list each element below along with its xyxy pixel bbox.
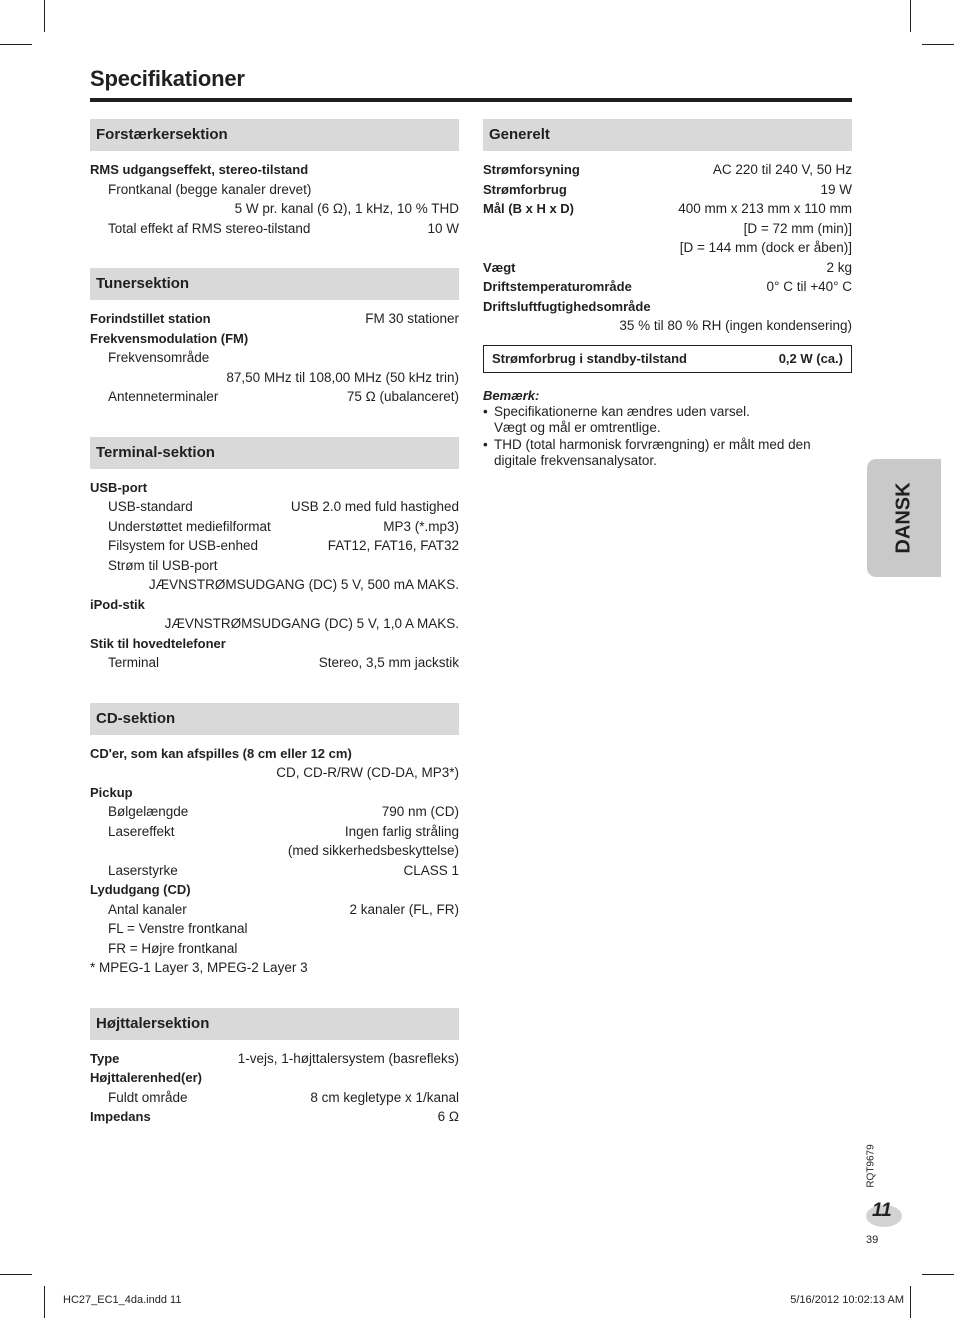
spec-value: 1-vejs, 1-højttalersystem (basrefleks)	[237, 1050, 459, 1066]
bullet-icon: •	[483, 403, 488, 419]
spec-row	[90, 919, 459, 939]
spec-value: 35 % til 80 % RH (ingen kondensering)	[619, 318, 852, 333]
spec-label: Frekvensområde	[108, 350, 210, 365]
spec-row	[90, 958, 459, 978]
standby-value: 0,2 W (ca.)	[778, 350, 843, 366]
spec-label: Understøttet mediefilformat	[108, 518, 271, 534]
standby-label: Strømforbrug i standby-tilstand	[492, 350, 687, 366]
bullet-icon: •	[483, 436, 488, 452]
notes-heading: Bemærk:	[483, 387, 540, 403]
spec-label: iPod-stik	[90, 596, 145, 612]
spec-section	[90, 119, 459, 238]
spec-row	[90, 478, 459, 498]
spec-label: Forindstillet station	[90, 311, 211, 326]
spec-value: [D = 72 mm (min)]	[743, 220, 852, 236]
spec-label: Frontkanal (begge kanaler drevet)	[108, 181, 312, 197]
spec-label: Pickup	[90, 784, 133, 800]
spec-section	[90, 268, 459, 407]
spec-row	[90, 497, 459, 517]
spec-label: Driftstemperaturområde	[483, 279, 632, 294]
spec-label: Driftsluftfugtighedsområde	[483, 298, 651, 314]
spec-label: USB-standard	[108, 499, 193, 514]
spec-label: Strømforsyning	[483, 162, 580, 177]
spec-row	[90, 763, 459, 783]
spec-row	[483, 277, 852, 297]
crop-mark	[910, 1286, 911, 1318]
spec-value: 87,50 MHz til 108,00 MHz (50 kHz trin)	[226, 369, 459, 385]
spec-row	[90, 536, 459, 556]
spec-label: Højttalerenhed(er)	[90, 1070, 202, 1085]
spec-row	[483, 316, 852, 336]
standby-box	[483, 345, 852, 373]
section-heading: Generelt	[483, 119, 852, 151]
spec-label: Terminal	[108, 655, 160, 670]
left-column	[90, 119, 459, 1157]
crop-mark	[922, 1274, 954, 1275]
spec-value: AC 220 til 240 V, 50 Hz	[712, 162, 852, 177]
section-heading: Forstærkersektion	[90, 119, 459, 151]
spec-label: Strømforbrug	[483, 181, 567, 197]
spec-value: 0° C til +40° C	[766, 279, 852, 294]
note-item	[483, 404, 852, 437]
spec-value: 6 Ω	[437, 1109, 459, 1124]
section-heading: Tunersektion	[90, 268, 459, 300]
spec-row	[483, 238, 852, 258]
spec-label: Frekvensmodulation (FM)	[90, 330, 249, 346]
spec-row	[90, 614, 459, 634]
spec-label: USB-port	[90, 479, 148, 495]
spec-label: FL = Venstre frontkanal	[108, 921, 248, 936]
spec-row	[90, 329, 459, 349]
spec-row	[483, 199, 852, 219]
spec-label: Type	[90, 1050, 120, 1066]
spec-label: Bølgelængde	[108, 804, 189, 819]
note-text: Specifikationerne kan ændres uden varsel. Vægt og mål er omtrentlige.	[494, 403, 750, 435]
spec-section	[90, 437, 459, 673]
spec-value: 790 nm (CD)	[381, 804, 459, 819]
spec-label: Mål (B x H x D)	[483, 201, 575, 216]
page-number: 11	[872, 1200, 892, 1221]
spec-value: 8 cm kegletype x 1/kanal	[310, 1089, 459, 1105]
title-rule	[90, 98, 852, 102]
spec-label: Strøm til USB-port	[108, 557, 218, 573]
spec-row	[90, 841, 459, 861]
spec-row	[90, 1049, 459, 1069]
spec-row	[90, 802, 459, 822]
spec-row	[483, 180, 852, 200]
spec-value: JÆVNSTRØMSUDGANG (DC) 5 V, 1,0 A MAKS.	[164, 616, 459, 631]
spec-row	[483, 160, 852, 180]
crop-mark	[44, 1286, 45, 1318]
page-title: Specifikationer	[90, 66, 245, 91]
section-heading: Højttalersektion	[90, 1008, 459, 1040]
spec-row	[90, 783, 459, 803]
spec-row	[90, 180, 459, 200]
spec-label: Antenneterminaler	[108, 389, 219, 404]
spec-label: RMS udgangseffekt, stereo-tilstand	[90, 162, 309, 177]
spec-value: 400 mm x 213 mm x 110 mm	[678, 201, 852, 216]
spec-row	[90, 309, 459, 329]
spec-label: Lydudgang (CD)	[90, 882, 191, 897]
spec-value: 5 W pr. kanal (6 Ω), 1 kHz, 10 % THD	[234, 201, 459, 216]
section-heading: CD-sektion	[90, 703, 459, 735]
note-item	[483, 437, 852, 470]
spec-value: CD, CD-R/RW (CD-DA, MP3*)	[276, 765, 459, 780]
spec-value: CLASS 1	[403, 862, 459, 878]
spec-value: [D = 144 mm (dock er åben)]	[679, 240, 852, 255]
crop-mark	[0, 44, 32, 45]
document-code: RQT9679	[865, 1144, 877, 1188]
spec-label: Stik til hovedtelefoner	[90, 635, 226, 651]
language-tab-label: DANSK	[892, 482, 915, 554]
spec-row	[90, 880, 459, 900]
spec-label: Laserstyrke	[108, 862, 178, 878]
spec-row	[90, 199, 459, 219]
spec-row	[90, 368, 459, 388]
crop-mark	[44, 0, 45, 32]
spec-row	[90, 160, 459, 180]
spec-value: 10 W	[427, 220, 459, 236]
spec-label: Fuldt område	[108, 1089, 188, 1105]
spec-row	[483, 258, 852, 278]
section-heading: Terminal-sektion	[90, 437, 459, 469]
language-tab	[867, 459, 941, 577]
footer-timestamp: 5/16/2012 10:02:13 AM	[790, 1294, 904, 1306]
spec-label: Vægt	[483, 259, 516, 275]
spec-value: (med sikkerhedsbeskyttelse)	[287, 843, 459, 858]
spec-label: Lasereffekt	[108, 823, 175, 839]
spec-value: 19 W	[820, 181, 852, 197]
spec-label: * MPEG-1 Layer 3, MPEG-2 Layer 3	[90, 960, 308, 975]
spec-label: Impedans	[90, 1109, 151, 1124]
spec-row	[483, 219, 852, 239]
spec-value: MP3 (*.mp3)	[383, 518, 459, 534]
spec-value: 2 kanaler (FL, FR)	[349, 901, 459, 917]
spec-row	[483, 297, 852, 317]
spec-value: USB 2.0 med fuld hastighed	[290, 499, 459, 514]
spec-row	[90, 595, 459, 615]
spec-label: Antal kanaler	[108, 901, 187, 917]
right-column	[483, 119, 852, 470]
spec-row	[90, 556, 459, 576]
spec-row	[90, 939, 459, 959]
spec-value: FAT12, FAT16, FAT32	[327, 538, 459, 553]
spec-value: JÆVNSTRØMSUDGANG (DC) 5 V, 500 mA MAKS.	[148, 577, 459, 592]
note-text: THD (total harmonisk forvrængning) er målt med den digitale frekvensanalysator.	[494, 436, 811, 468]
crop-mark	[0, 1274, 32, 1275]
crop-mark	[910, 0, 911, 32]
spec-value: Stereo, 3,5 mm jackstik	[318, 655, 459, 670]
spec-label: Filsystem for USB-enhed	[108, 538, 259, 553]
generelt-list	[483, 160, 852, 336]
spec-label: FR = Højre frontkanal	[108, 940, 238, 956]
spec-row	[90, 1107, 459, 1127]
spec-row	[90, 744, 459, 764]
spec-label: CD'er, som kan afspilles (8 cm eller 12 cm)	[90, 745, 352, 761]
spec-value: 2 kg	[826, 259, 852, 275]
spec-value: 75 Ω (ubalanceret)	[346, 389, 459, 404]
spec-row	[90, 653, 459, 673]
spec-row	[90, 1068, 459, 1088]
spec-section	[90, 703, 459, 978]
spec-value: Ingen farlig stråling	[344, 823, 459, 839]
spec-row	[90, 517, 459, 537]
spec-section	[90, 1008, 459, 1127]
spec-row	[90, 348, 459, 368]
spec-label: Total effekt af RMS stereo-tilstand	[108, 220, 311, 236]
spec-row	[90, 387, 459, 407]
footer-file: HC27_EC1_4da.indd 11	[63, 1294, 182, 1306]
sheet-number: 39	[866, 1234, 879, 1246]
spec-row	[90, 822, 459, 842]
notes-list	[483, 404, 852, 470]
spec-row	[90, 900, 459, 920]
crop-mark	[922, 44, 954, 45]
spec-row	[90, 575, 459, 595]
spec-row	[90, 1088, 459, 1108]
spec-row	[90, 219, 459, 239]
spec-value: FM 30 stationer	[365, 311, 459, 326]
spec-row	[90, 634, 459, 654]
spec-row	[90, 861, 459, 881]
